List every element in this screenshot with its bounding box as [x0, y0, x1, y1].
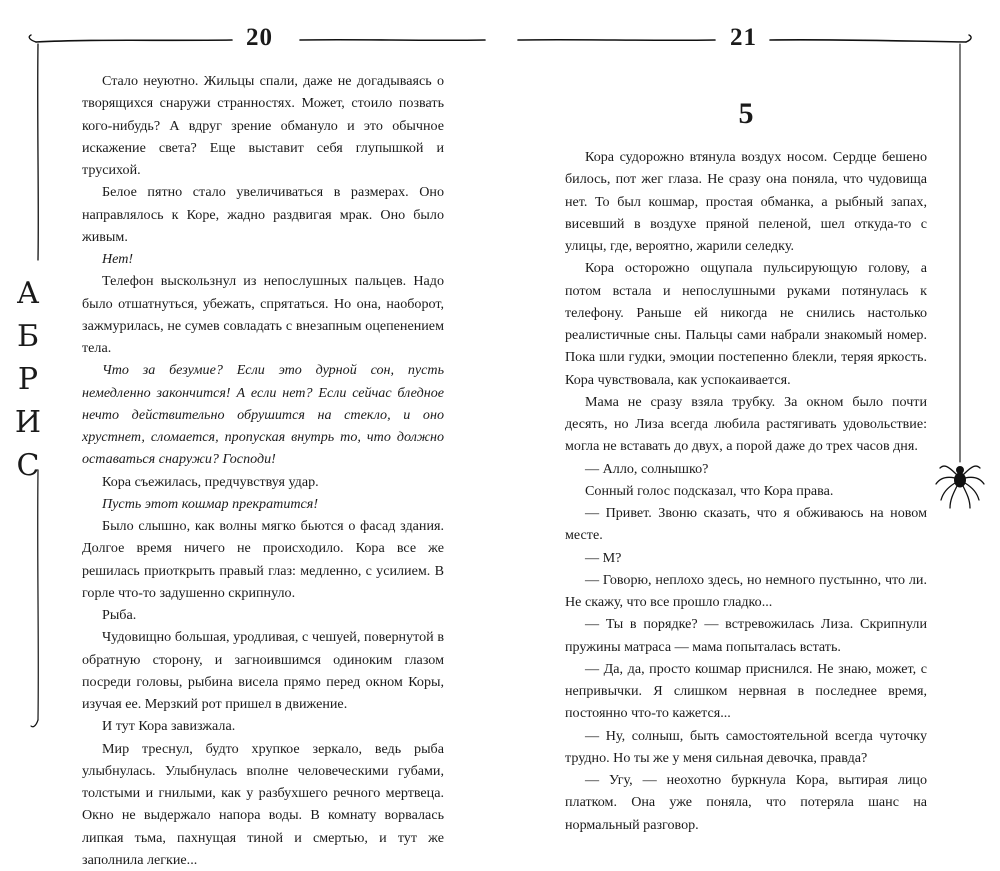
side-title — [8, 272, 48, 487]
side-title-letter: Б — [8, 315, 48, 358]
paragraph: Кора осторожно ощупала пульсирующую голову, а потом встала и непослушными руками потянулась к телефону. Раньше ей никогда не снились настолько реалистичные сны. Пальцы сами набрали знакомый номер. Пока шли гудки, эмоции постепенно блекли, теряя яркость. Кора чувствовала, как успокаивается. — [565, 257, 927, 391]
paragraph: Было слышно, как волны мягко бьются о фасад здания. Долгое время ничего не происходило. Кора все же решилась приоткрыть правый глаз: медленно, с усилием. В горле что-то задушенно скрипнуло. — [82, 515, 444, 604]
right-page-text — [565, 146, 927, 836]
paragraph: Сонный голос подсказал, что Кора права. — [565, 480, 927, 502]
paragraph: Мир треснул, будто хрупкое зеркало, ведь рыба улыбнулась. Улыбнулась вполне человеческими губами, толстыми и гнилыми, как у разбухшего речного мертвеца. Окно не выдержало напора воды. В комнату ворвалась липкая тьма, пахнущая тиной и смертью, и тут же заполнила легкие... — [82, 738, 444, 871]
side-title-letter: С — [8, 444, 48, 487]
right-page-number: 21 — [730, 24, 757, 52]
paragraph: — Говорю, неплохо здесь, но немного пустынно, что ли. Не скажу, что все прошло гладко... — [565, 569, 927, 614]
paragraph: — Да, да, просто кошмар приснился. Не знаю, может, с непривычки. Я слишком нервная в последнее время, постоянно что-то кажется... — [565, 658, 927, 725]
left-page-text — [82, 70, 444, 871]
paragraph: Рыба. — [82, 604, 444, 626]
paragraph: Чудовищно большая, уродливая, с чешуей, повернутой в обратную сторону, и загноившимся одиноким глазом посреди головы, рыбина висела прямо перед окном Коры, изучая ее. Мерзкий рот пришел в движение. — [82, 626, 444, 715]
paragraph: Что за безумие? Если это дурной сон, пусть немедленно закончится! А если нет? Если сейчас бледное нечто действительно обрушится на стекло, и оно хрустнет, сломается, пропуская внутрь то, что должно оставаться снаружи? Господи! — [82, 359, 444, 470]
left-top-rule — [36, 40, 232, 42]
side-title-letter: Р — [8, 358, 48, 401]
right-top-rule — [518, 40, 715, 41]
paragraph: Кора судорожно втянула воздух носом. Сердце бешено билось, пот жег глаза. Не сразу она поняла, что чудовища нет. То был кошмар, простая обманка, а рыбный запах, висевший в воздухе пряной пеленой, шел откуда-то с улицы, где, вероятно, жарили селедку. — [565, 146, 927, 257]
paragraph: И тут Кора завизжала. — [82, 715, 444, 737]
paragraph: Телефон выскользнул из непослушных пальцев. Надо было отшатнуться, убежать, спрятаться. Но она, наоборот, зажмурилась, не сумев совладать с внезапным оцепенением тела. — [82, 270, 444, 359]
right-vertical-rule — [960, 44, 961, 462]
paragraph: — Алло, солнышко? — [565, 458, 927, 480]
side-title-letter: А — [8, 272, 48, 315]
right-page — [565, 86, 927, 836]
paragraph: Белое пятно стало увеличиваться в размерах. Оно направлялось к Коре, жадно раздвигая мрак. Оно было живым. — [82, 181, 444, 248]
left-page-number: 20 — [246, 24, 273, 52]
paragraph: — Привет. Звоню сказать, что я обживаюсь на новом месте. — [565, 502, 927, 547]
chapter-number: 5 — [565, 94, 927, 146]
paragraph: — Ну, солныш, быть самостоятельной всегда чуточку трудно. Но ты же у меня сильная девочка, правда? — [565, 725, 927, 770]
paragraph: Мама не сразу взяла трубку. За окном было почти десять, но Лиза всегда любила растягивать удовольствие: могла не вставать до двух, а порой даже до трех часов дня. — [565, 391, 927, 458]
left-vertical-rule — [38, 44, 39, 260]
paragraph: — Угу, — неохотно буркнула Кора, вытирая лицо платком. Она уже поняла, что потеряла шанс на нормальный разговор. — [565, 769, 927, 836]
paragraph: Стало неуютно. Жильцы спали, даже не догадываясь о творящихся снаружи странностях. Может, стоило позвать кого-нибудь? А вдруг зрение обмануло и это обычное искажение света? Еще выставит себя глупышкой и трусихой. — [82, 70, 444, 181]
paragraph: Пусть этот кошмар прекратится! — [82, 493, 444, 515]
paragraph: Нет! — [82, 248, 444, 270]
paragraph: — М? — [565, 547, 927, 569]
spider-ornament — [936, 466, 984, 508]
side-title-letter: И — [8, 401, 48, 444]
paragraph: — Ты в порядке? — встревожилась Лиза. Скрипнули пружины матраса — мама попыталась встать. — [565, 613, 927, 658]
paragraph: Кора съежилась, предчувствуя удар. — [82, 471, 444, 493]
